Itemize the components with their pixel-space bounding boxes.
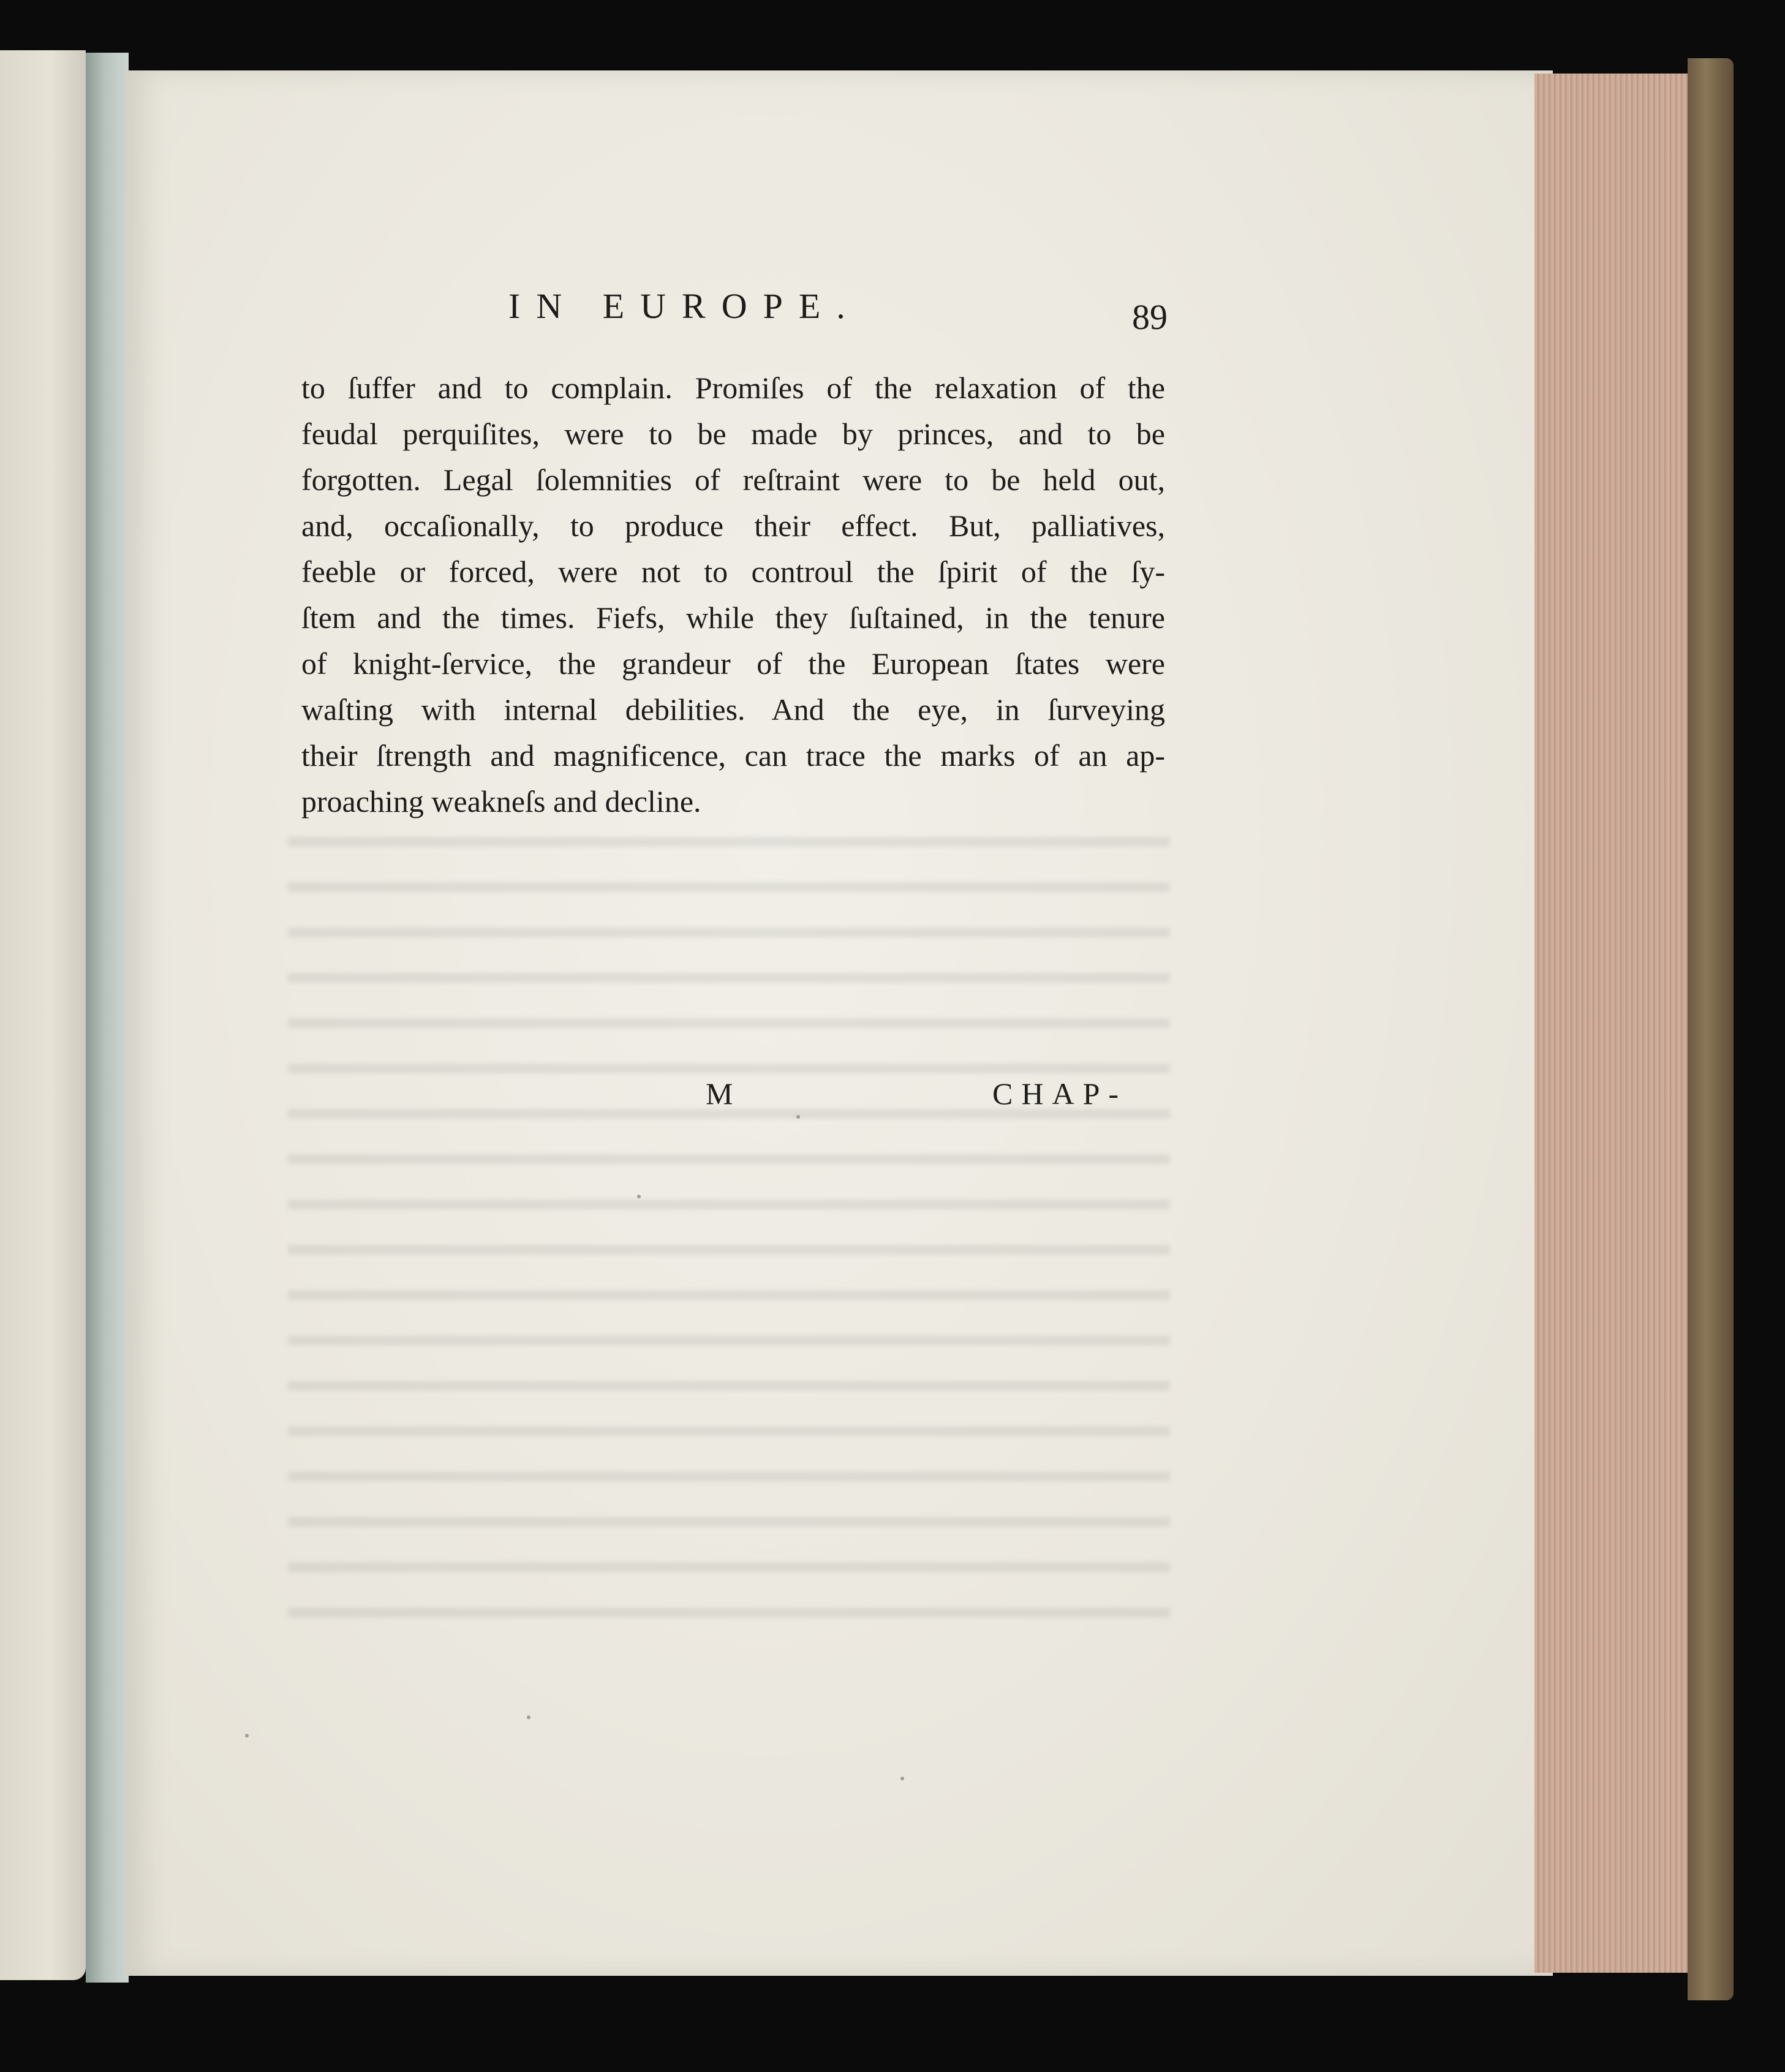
running-head: IN EUROPE. [508,286,861,326]
left-page [0,50,86,1980]
text-line: feeble or forced, were not to controul the ſpirit of the ſy- [301,554,1165,589]
book-gutter [86,53,129,1983]
verso-bleed-through [288,815,1170,1624]
text-line: of knight-ſervice, the grandeur of the European ſtates were [301,646,1165,681]
paper-speck [796,1115,800,1119]
signature-mark: M [706,1076,733,1111]
paper-speck [900,1777,904,1780]
catchword: CHAP- [992,1076,1128,1111]
text-line: to ſuffer and to complain. Promiſes of the relaxation of the [301,371,1165,405]
page-block-edges [1534,74,1688,1973]
paper-speck [527,1715,530,1719]
text-line: their ſtrength and magnificence, can trace the marks of an ap- [301,738,1165,773]
text-line: waſting with internal debilities. And the eye, in ſurveying [301,692,1165,727]
paper-speck [637,1195,641,1198]
text-line: feudal perquiſites, were to be made by princes, and to be [301,417,1165,451]
body-paragraph [301,365,1165,825]
text-line: ſtem and the times. Fiefs, while they ſuſtained, in the tenure [301,600,1165,635]
book-cover-edge [1688,58,1734,2000]
text-line: forgotten. Legal ſolemnities of reſtraint were to be held out, [301,463,1165,497]
page-number: 89 [1132,297,1168,337]
text-line: proaching weakneſs and decline. [301,784,701,819]
paper-speck [245,1734,249,1737]
text-line: and, occaſionally, to produce their effect. But, palliatives, [301,509,1165,543]
